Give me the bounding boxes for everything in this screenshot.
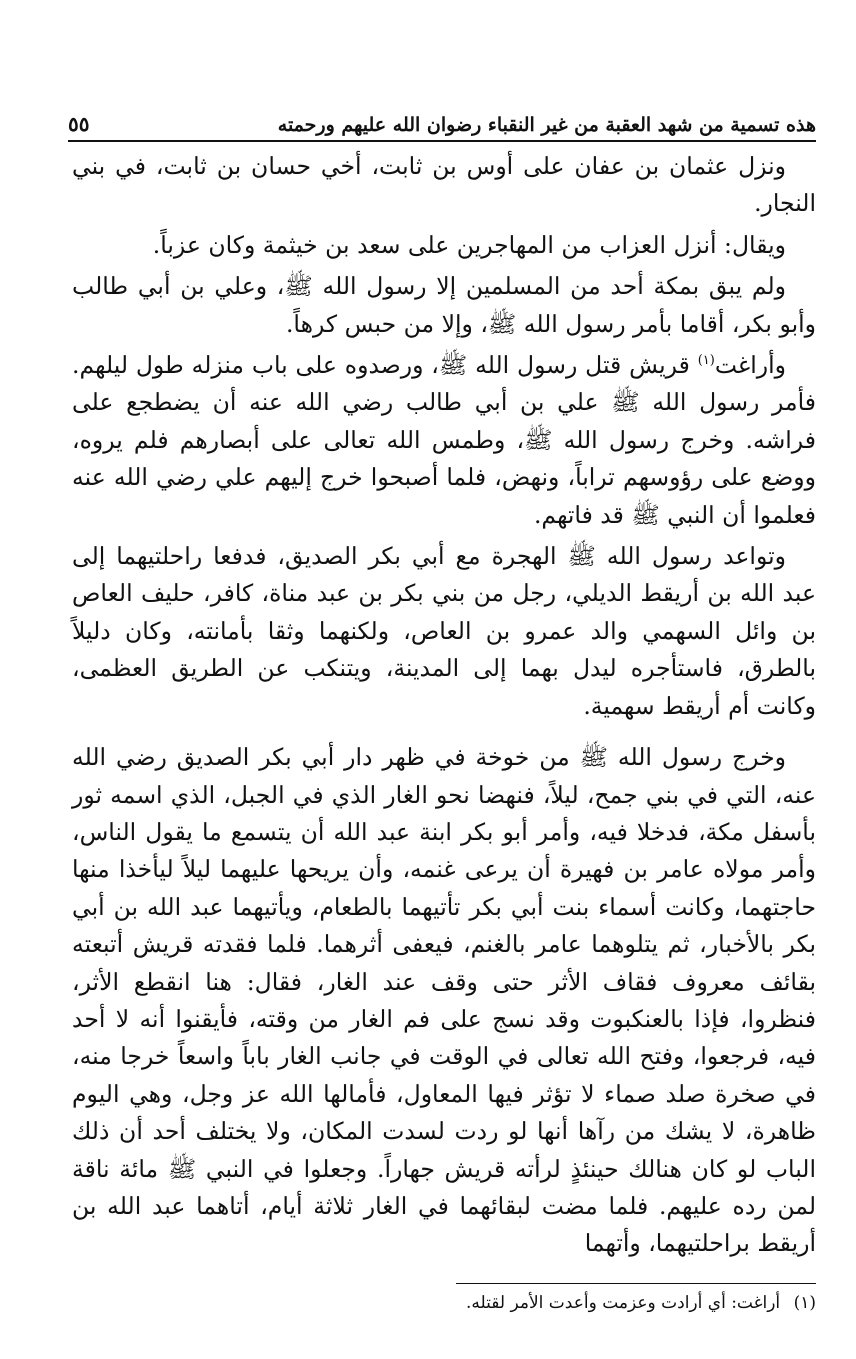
footnote-text: أراغت: أي أرادت وعزمت وأعدت الأمر لقتله. (466, 1293, 781, 1313)
page-number: ٥٥ (68, 112, 90, 136)
paragraph-4 (72, 347, 816, 534)
paragraph-1: ونزل عثمان بن عفان على أوس بن ثابت، أخي حسان بن ثابت، في بني النجار. (72, 152, 816, 218)
footnote-reference[interactable]: (١) (697, 353, 715, 369)
footnote-divider (456, 1283, 816, 1284)
paragraph-4-lead: وأراغت (714, 351, 786, 380)
footnote-number: (١) (793, 1293, 816, 1313)
paragraph-2: ويقال: أنزل العزاب من المهاجرين على سعد بن خيثمة وكان عزباً. (152, 230, 786, 259)
paragraph-3: ولم يبق بمكة أحد من المسلمين إلا رسول الله ﷺ، وعلي بن أبي طالب وأبو بكر، أقاما بأمر رسول الله ﷺ، وإلا من حبس كرهاً. (72, 272, 816, 338)
running-title: هذه تسمية من شهد العقبة من غير النقباء رضوان الله عليهم ورحمته (277, 114, 816, 136)
body-text (72, 148, 816, 1267)
footnote (72, 1290, 816, 1316)
paragraph-6: وخرج رسول الله ﷺ من خوخة في ظهر دار أبي بكر الصديق رضي الله عنه، التي في بني جمح، ليلاً، فنهضا نحو الغار الذي في الجبل، الذي اسمه ثور بأسفل مكة، فدخلا فيه، وأمر أبو بكر ابنة عبد الله أن يتسمع ما يقول الناس، وأمر مولاه عامر بن فهيرة أن يرعى غنمه، وأن يريحها عليهما ليلاً ليأخذا منها حاجتهما، وكانت أسماء بنت أبي بكر تأتيهما بالطعام، ويأتيهما عبد الله بن أبي بكر بالأخبار، ثم يتلوهما عامر بالغنم، فيعفى أثرهما. فلما فقدته قريش أتبعته بقائف معروف فقاف الأثر حتى وقف عند الغار، فقال: هنا انقطع الأثر، فنظروا، فإذا بالعنكبوت وقد نسج على فم الغار من وقته، فأيقنوا أنه لا أحد فيه، فرجعوا، وفتح الله تعالى في الوقت في جانب الغار باباً واسعاً خرجا منه، في صخرة صلد صماء لا تؤثر فيها المعاول، فأمالها الله عز وجل، وهي اليوم ظاهرة، لا يشك من رآها أنها لو ردت لسدت المكان، ولا يختلف أحد أن ذلك الباب لو كان هنالك حينئذٍ لرأته قريش جهاراً. وجعلوا في النبي ﷺ مائة ناقة لمن رده عليهم. فلما مضت لبقائهما في الغار ثلاثة أيام، أتاهما عبد الله بن أريقط براحلتيهما، وأتهما (72, 743, 816, 1258)
paragraph-5: وتواعد رسول الله ﷺ الهجرة مع أبي بكر الصديق، فدفعا راحلتيهما إلى عبد الله بن أريقط الديلي، رجل من بني بكر بن عبد مناة، كافر، حليف العاص بن وائل السهمي والد عمرو بن العاص، ولكنهما وثقا بأمانته، وكان دليلاً بالطرق، فاستأجره ليدل بهما إلى المدينة، ويتنكب عن الطريق العظمى، وكانت أم أريقط سهمية. (72, 542, 816, 720)
paragraph-4-body: قريش قتل رسول الله ﷺ، ورصدوه على باب منزله طول ليلهم. فأمر رسول الله ﷺ علي بن أبي طالب رضي الله عنه أن يضطجع على فراشه. وخرج رسول الله ﷺ، وطمس الله تعالى على أبصارهم فلم يروه، ووضع على رؤوسهم تراباً، ونهض، فلما أصبحوا خرج إليهم علي رضي الله عنه فعلموا أن النبي ﷺ قد فاتهم. (72, 351, 816, 529)
page-header (68, 98, 816, 142)
